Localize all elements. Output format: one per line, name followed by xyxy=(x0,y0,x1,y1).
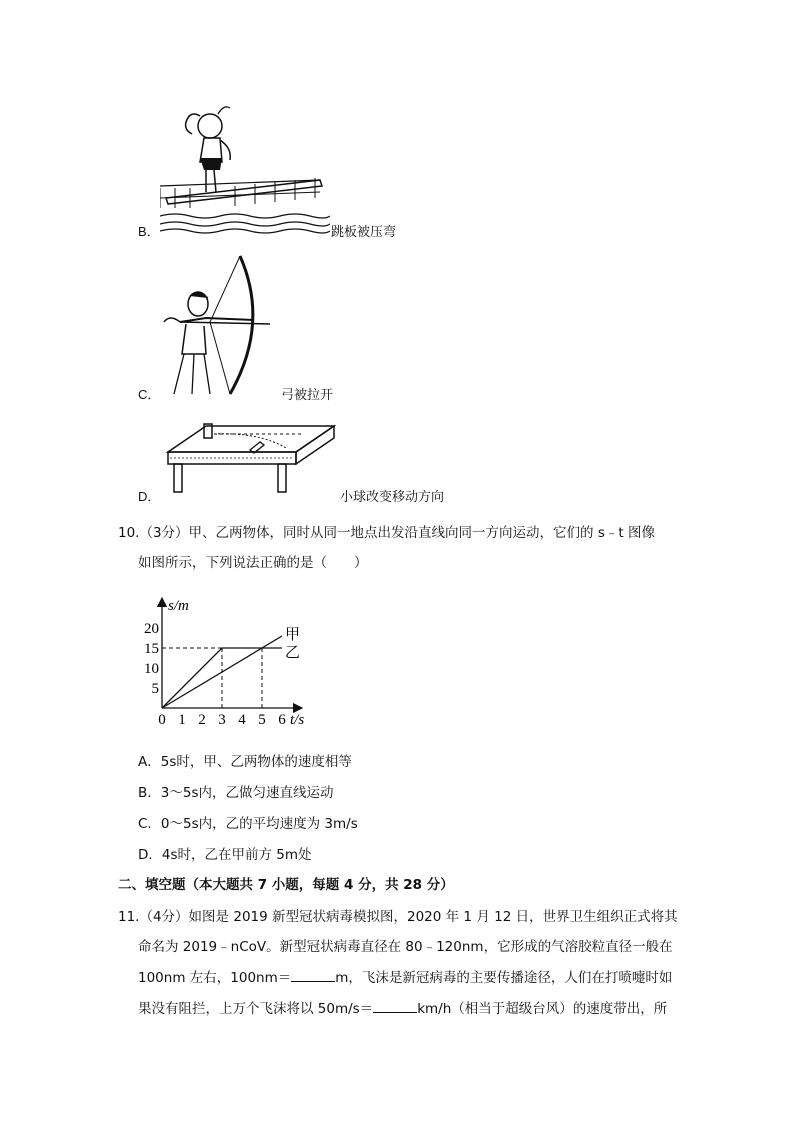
question-11-line3-before-blank: 100nm 左右，100nm＝ xyxy=(138,970,292,986)
x-tick-label-0: 0 xyxy=(158,712,166,728)
y-tick-label-1: 10 xyxy=(144,661,159,677)
st-graph xyxy=(140,578,330,728)
question-11-line4-after-blank: km/h（相当于超级台风）的速度带出，所 xyxy=(417,1001,668,1017)
st-graph-svg xyxy=(140,578,330,728)
x-tick-label-4: 4 xyxy=(238,712,246,728)
question-11-line4-before-blank: 果没有阻拦，上万个飞沫将以 50m/s＝ xyxy=(138,1001,374,1017)
question-11-line3 xyxy=(138,966,672,986)
series-label-0: 甲 xyxy=(285,627,301,643)
y-tick-label-2: 15 xyxy=(144,641,159,657)
choice-d[interactable]: D．4s时，乙在甲前方 5m处 xyxy=(138,847,312,863)
x-tick-label-5: 5 xyxy=(258,712,266,728)
x-tick-label-1: 1 xyxy=(178,712,186,728)
y-tick-label-0: 5 xyxy=(151,681,159,697)
option-b-letter: B． xyxy=(138,224,160,239)
question-11-line1: 11.（4分）如图是 2019 新型冠状病毒模拟图，2020 年 1 月 12 日，世界卫生组织正式将其 xyxy=(118,909,678,925)
option-d-caption: 小球改变移动方向 xyxy=(340,490,445,505)
question-11-line2: 命名为 2019﹣nCoV。新型冠状病毒直径在 80﹣120nm，它形成的气溶胶粒直径一般在 xyxy=(138,939,673,955)
question-10-stem-line1: 10.（3分）甲、乙两物体，同时从同一地点出发沿直线向同一方向运动，它们的 s﹣t 图像 xyxy=(118,525,655,541)
option-c-caption: 弓被拉开 xyxy=(281,388,334,403)
choice-b[interactable]: B．3～5s内，乙做匀速直线运动 xyxy=(138,785,334,801)
x-tick-label-2: 2 xyxy=(198,712,206,728)
option-c-letter: C． xyxy=(138,387,161,402)
answer-blank-1[interactable] xyxy=(291,969,335,982)
diving-board-illustration xyxy=(160,100,330,235)
option-b-caption: 跳板被压弯 xyxy=(331,225,397,240)
x-tick-label-3: 3 xyxy=(218,712,226,728)
answer-blank-2[interactable] xyxy=(373,1000,417,1013)
x-axis-label: t/s xyxy=(290,712,305,728)
option-d-letter: D． xyxy=(138,489,161,504)
diving-board-figure xyxy=(160,100,330,235)
question-11-line4 xyxy=(138,997,667,1017)
question-11-line3-after-blank: m，飞沫是新冠病毒的主要传播途径，人们在打喷嚏时如 xyxy=(335,970,673,986)
question-10-stem-line2: 如图所示，下列说法正确的是（ ） xyxy=(138,555,368,571)
table-ball-illustration xyxy=(164,420,339,496)
y-axis-label: s/m xyxy=(168,598,189,614)
archer-figure xyxy=(160,254,280,396)
choice-c[interactable]: C．0～5s内，乙的平均速度为 3m/s xyxy=(138,816,358,832)
choice-a[interactable]: A．5s时，甲、乙两物体的速度相等 xyxy=(138,754,352,770)
archer-illustration xyxy=(160,254,280,396)
y-tick-label-3: 20 xyxy=(144,621,159,637)
section-2-heading: 二、填空题（本大题共 7 小题，每题 4 分，共 28 分） xyxy=(118,877,454,893)
series-label-1: 乙 xyxy=(285,645,301,661)
table-figure xyxy=(164,420,339,496)
x-tick-label-6: 6 xyxy=(278,712,286,728)
